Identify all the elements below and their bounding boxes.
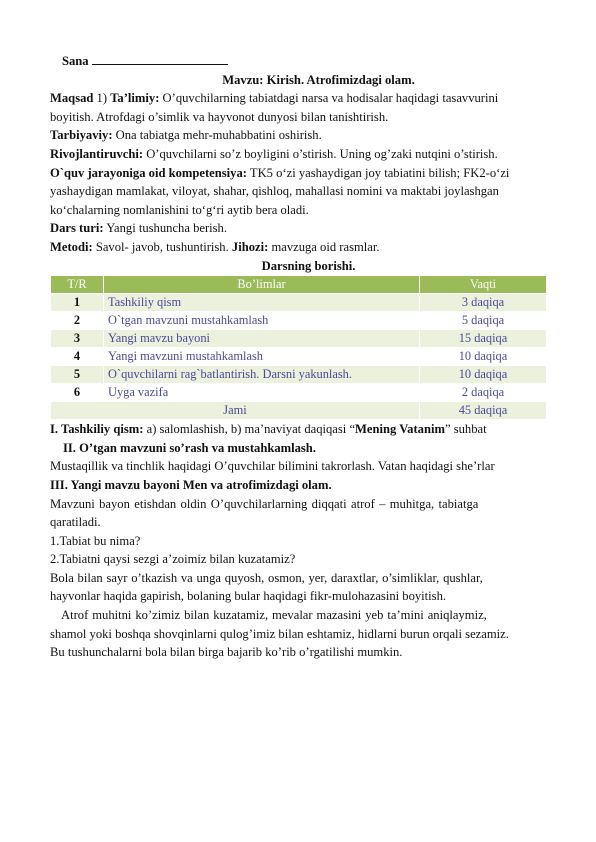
maqsad-num: 1) [93,91,111,106]
table-row [51,312,547,330]
row-num: 5 [51,366,104,384]
rivojlantiruvchi-line [50,145,547,164]
topic-line [50,71,547,90]
dars-turi-text: Yangi tushuncha berish. [103,221,227,236]
row-name: Tashkiliy qism [104,294,420,312]
question-2: 2.Tabiatni qaysi sezgi a’zoimiz bilan kuzatamiz? [50,552,296,567]
section-2-heading: II. O’tgan mavzuni so’rash va mustahkamlash. [63,440,316,455]
kompetensiya-line [50,164,547,183]
darsning-borishi-line [50,257,547,276]
row-time: 10 daqiqa [420,348,547,366]
row-time: 10 daqiqa [420,366,547,384]
row-name: Yangi mavzuni mustahkamlash [104,348,420,366]
row-num: 6 [51,384,104,402]
table-header-row [51,276,547,294]
section-3-heading-line [50,476,547,495]
talimiy-label: Ta’limiy: [110,91,160,106]
row-time: 3 daqiqa [420,294,547,312]
table-row [51,348,547,366]
dars-turi-line [50,219,547,238]
table-total-row [51,402,547,420]
header-time: Vaqti [420,276,547,294]
darsning-borishi-heading: Darsning borishi. [261,258,356,273]
maqsad-line-2: boyitish. Atrofdagi o’simlik va hayvonot dunyosi bilan tanishtirish. [50,109,389,124]
header-name: Bo’limlar [104,276,420,294]
table-row [51,294,547,312]
lesson-schedule-table [50,275,547,420]
row-num: 1 [51,294,104,312]
total-time: 45 daqiqa [420,402,547,420]
metodi-label: Metodi: [50,239,93,254]
jihozi-label: Jihozi: [231,239,269,254]
total-label: Jami [51,402,420,420]
section-3-p1-line-2: qaratiladi. [50,515,101,530]
kompetensiya-text: TK5 o‘zi yashaydigan joy tabiatini bilish; FK2-o‘zi [246,165,510,180]
metodi-line [50,238,547,257]
rivojlantiruvchi-label: Rivojlantiruvchi: [50,146,144,161]
row-time: 2 daqiqa [420,384,547,402]
kompetensiya-label: O`quv jarayoniga oid kompetensiya: [50,165,247,180]
section-3-p2-line-2: hayvonlar haqida gapirish, bolaning bular haqidagi fikr-mulohazasini boyitish. [50,589,447,604]
section-1-line [50,420,547,439]
header-tr: T/R [51,276,104,294]
section-3-heading: III. Yangi mavzu bayoni Men va atrofimizdagi olam. [50,477,332,492]
jihozi-text: mavzuga oid rasmlar. [268,239,380,254]
section-1-tail: ” suhbat [444,422,487,437]
section-2-heading-line [50,439,547,458]
row-name: Uyga vazifa [104,384,420,402]
lesson-plan [50,52,547,662]
row-time: 5 daqiqa [420,312,547,330]
section-1-quote: Mening Vatanim [355,422,445,437]
tarbiyaviy-label: Tarbiyaviy: [50,128,113,143]
kompetensiya-line-3: ko‘chalarning nomlanishini to‘g‘ri aytib bera oladi. [50,202,309,217]
question-1: 1.Tabiat bu nima? [50,533,141,548]
section-3-p2-line-1: Bola bilan sayr o’tkazish va unga quyosh, osmon, yer, daraxtlar, o’simliklar, qushlar, [50,570,483,585]
date-line [50,52,547,71]
tarbiyaviy-text: Ona tabiatga mehr-muhabbatini oshirish. [112,128,322,143]
topic: Mavzu: Kirish. Atrofimizdagi olam. [222,72,415,87]
talimiy-text: O’quvchilarning tabiatdagi narsa va hodisalar haqidagi tasavvurini [159,91,499,106]
section-2-text: Mustaqillik va tinchlik haqidagi O’quvchilar bilimini takrorlash. Vatan haqidagi she’rlar [50,459,495,474]
section-3-p1-line-1: Mavzuni bayon etishdan oldin O’quvchilarlarning diqqati atrof – muhitga, tabiatga [50,496,479,511]
row-num: 4 [51,348,104,366]
table-row [51,384,547,402]
maqsad-line [50,89,547,108]
maqsad-label: Maqsad [50,91,94,106]
section-3-p3-line-3: Bu tushunchalarni bola bilan birga bajarib ko’rib o’rgatilishi mumkin. [50,645,403,660]
section-3-p3-line-1: Atrof muhitni ko’zimiz bilan kuzatamiz, mevalar mazasini yeb ta’mini aniqlaymiz, [61,608,487,623]
sana-label: Sana [62,54,89,68]
rivojlantiruvchi-text: O’quvchilarni so’z boyligini o’stirish. Uning og’zaki nutqini o’stirish. [143,146,498,161]
table-row [51,330,547,348]
metodi-text: Savol- javob, tushuntirish. [92,239,232,254]
row-time: 15 daqiqa [420,330,547,348]
tarbiyaviy-line [50,126,547,145]
row-name: Yangi mavzu bayoni [104,330,420,348]
table-row [51,366,547,384]
row-num: 2 [51,312,104,330]
row-name: O`tgan mavzuni mustahkamlash [104,312,420,330]
row-num: 3 [51,330,104,348]
row-name: O`quvchilarni rag`batlantirish. Darsni yakunlash. [104,366,420,384]
kompetensiya-line-2: yashaydigan mamlakat, viloyat, shahar, qishloq, mahallasi nomini va maktabi joylashgan [50,184,499,199]
section-3-p3-line-2: shamol yoki boshqa shovqinlarni qulog’imiz bilan eshtamiz, hidlarni burun orqali sezamiz. [50,626,509,641]
dars-turi-label: Dars turi: [50,221,104,236]
date-blank [92,53,228,65]
section-1-label: I. Tashkiliy qism: [50,422,144,437]
section-1-text: a) salomlashish, b) ma’naviyat daqiqasi “ [143,422,356,437]
